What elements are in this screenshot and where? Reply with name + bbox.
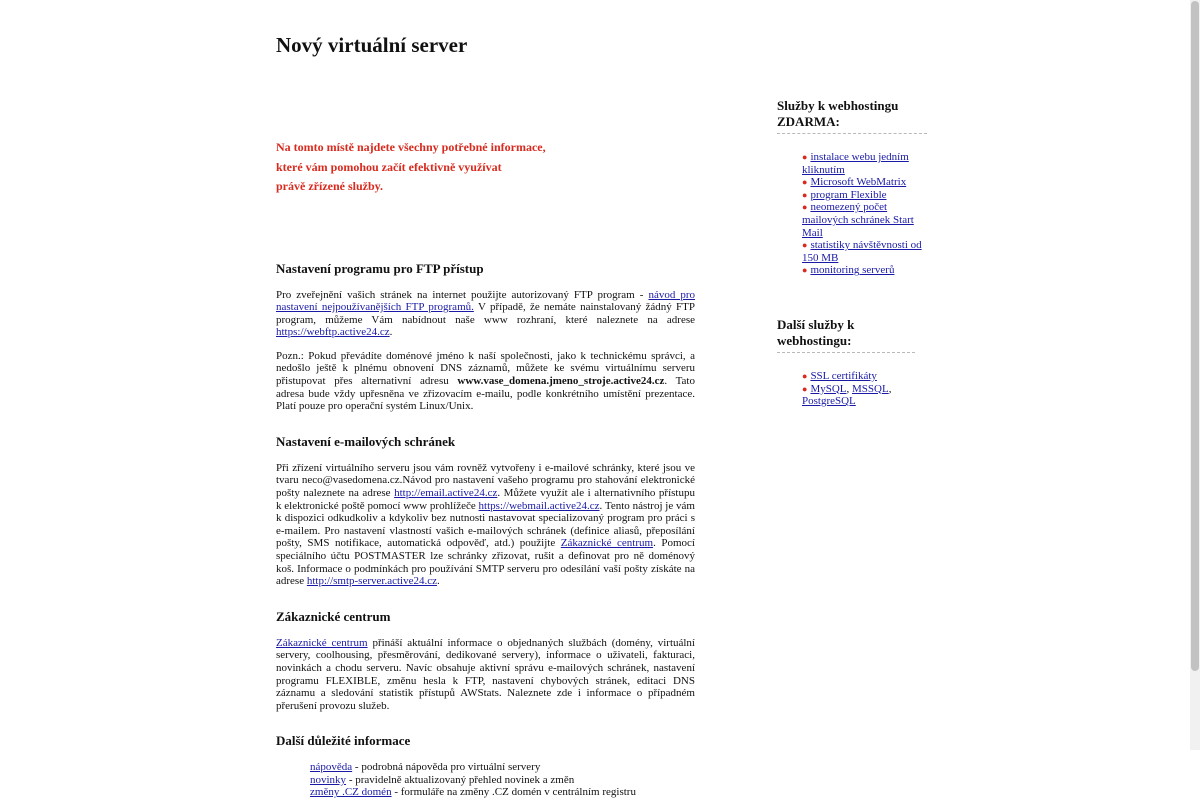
ssl-certificates-link[interactable]: SSL certifikáty <box>810 370 877 382</box>
ftp-note-text-2: . Tato adresa bude vždy upřesněna ve zřizovacím e-mailu, podle konkrétního umístění prezentace. Platí pouze pro operační systém Linux/Unix. <box>276 375 695 413</box>
free-services-heading: Služby k webhostingu ZDARMA: <box>777 98 899 129</box>
mysql-link[interactable]: MySQL <box>810 382 847 395</box>
intro-message <box>276 138 695 197</box>
customer-center-link-2[interactable]: Zákaznické centrum <box>276 636 368 649</box>
list-item <box>310 761 695 773</box>
smtp-server-link[interactable]: http://smtp-server.active24.cz <box>306 575 437 588</box>
list-item <box>802 189 927 202</box>
ftp-note-text-1: Pozn.: Pokud převádíte doménové jméno k naší společnosti, jako k technickému správci, a nedošlo ještě k plnému obnovení DNS záznamů, můžete ke svému virtuálnímu serveru přistupovat přes alternativní adresu <box>276 349 695 388</box>
email-text-2: . Můžete využít ale i alternativního přístupu k elektronické poště pomocí www prohlížeče <box>276 487 695 512</box>
customer-center-text: přináší aktuální informace o objednaných službách (domény, virtuální servery, coolhousing, přesměrování, dedikované servery), informace o uživateli, fakturaci, novinkách a chodu serveru. Navíc obsahuje aktivní správu e-mailových schránek, nastavení programu FLEXIBLE, změnu hesla k FTP, nastavení chybových stránek, editaci DNS záznamu a sledování statistik přístupů AWStats. Naleznete zde i informace o případném přerušení provozu služeb. <box>276 636 695 712</box>
cz-domain-changes-link[interactable]: změny .CZ domén <box>310 786 392 799</box>
list-item <box>310 786 695 798</box>
email-text-4: . Pomocí speciálního účtu POSTMASTER lze schránky zřizovat, rušit a definovat pro ně doménový koš. Informace o podmínkách pro používání SMTP serveru pro odesílání vaší pošty získáte na adrese <box>276 537 695 588</box>
mssql-link[interactable]: MSSQL <box>852 382 889 395</box>
page-title: Nový virtuální server <box>276 33 468 57</box>
webmail-link[interactable]: https://webmail.active24.cz <box>478 499 600 512</box>
one-click-install-link[interactable]: instalace webu jedním kliknutím <box>802 151 909 176</box>
email-text-3: . Tento nástroj je vám k dispozici odkudkoliv a kdykoliv bez nutnosti nastavovat specializovaný program pro práci s e-mailem. Pro nastavení vlastností vašich e-mailových schránek (definice aliasů, přeposílání pošty, SMS notifikace, automatická odpověď, atd.) použijte <box>276 499 695 550</box>
customer-center-paragraph <box>276 637 695 713</box>
cz-domain-changes-description: - formuláře na změny .CZ domén v centrálním registru <box>391 786 636 799</box>
server-monitoring-link[interactable]: monitoring serverů <box>810 264 895 277</box>
bullet-icon: ● <box>802 189 808 200</box>
separator: , <box>846 382 852 395</box>
list-item <box>802 383 927 408</box>
webmatrix-link[interactable]: Microsoft WebMatrix <box>810 176 907 189</box>
customer-center-heading: Zákaznické centrum <box>276 608 391 624</box>
ftp-note-paragraph <box>276 350 695 413</box>
free-services-list <box>802 151 927 277</box>
ftp-text-1: Pro zveřejnění vašich stránek na internet použijte autorizovaný FTP program - <box>276 288 649 301</box>
bullet-icon: ● <box>802 240 808 251</box>
bullet-icon: ● <box>802 383 808 394</box>
intro-line-3: právě zřízené služby. <box>276 179 383 193</box>
list-item <box>310 774 695 786</box>
separator: , <box>888 382 892 395</box>
bullet-icon: ● <box>802 152 808 162</box>
ftp-paragraph <box>276 289 695 339</box>
bullet-icon: ● <box>802 202 808 213</box>
postgresql-link[interactable]: PostgreSQL <box>802 395 856 408</box>
sidebar-more-services <box>777 317 927 408</box>
help-description: - podrobná nápověda pro virtuální servery <box>352 761 541 774</box>
divider <box>777 133 927 134</box>
main-content <box>276 30 695 799</box>
list-item <box>802 264 927 277</box>
list-item <box>802 201 927 239</box>
list-item <box>802 370 927 383</box>
customer-center-link[interactable]: Zákaznické centrum <box>560 537 654 550</box>
sidebar-free-services <box>777 98 927 277</box>
intro-line-2: které vám pomohou začít efektivně využívat <box>276 159 502 174</box>
webftp-link[interactable]: https://webftp.active24.cz <box>276 326 390 339</box>
list-item <box>802 176 927 189</box>
ftp-heading: Nastavení programu pro FTP přístup <box>276 260 484 276</box>
start-mail-link[interactable]: neomezený počet mailových schránek Start Mail <box>802 201 914 239</box>
more-services-heading: Další služby k webhostingu: <box>777 317 855 348</box>
news-description: - pravidelně aktualizovaný přehled novinek a změn <box>346 773 575 786</box>
other-info-heading: Další důležité informace <box>276 733 411 749</box>
bullet-icon: ● <box>802 371 808 381</box>
list-item <box>802 239 927 264</box>
bullet-icon: ● <box>802 265 808 276</box>
scrollbar-thumb[interactable] <box>1191 1 1199 671</box>
other-info-list <box>310 761 695 798</box>
divider <box>777 352 915 353</box>
intro-line-1: Na tomto místě najdete všechny potřebné informace, <box>276 140 546 154</box>
ftp-text-2: V případě, že nemáte nainstalovaný žádný FTP program, můžeme Vám nabídnout naše www rozhraní, které naleznete na adrese <box>276 301 695 326</box>
email-text-1: Při zřízení virtuálního serveru jsou vám rovněž vytvořeny i e-mailové schránky, které jsou ve tvaru neco@vasedomena.cz.Návod pro nastavení vašeho programu pro stahování elektronické pošty naleznete na adrese <box>276 461 695 500</box>
statistics-link[interactable]: statistiky návštěvnosti od 150 MB <box>802 239 922 264</box>
email-help-link[interactable]: http://email.active24.cz <box>394 487 498 500</box>
news-link[interactable]: novinky <box>310 773 347 786</box>
ftp-guide-link[interactable]: návod pro nastavení nejpoužívanějších FTP programů. <box>276 288 695 314</box>
list-item <box>802 151 927 176</box>
vertical-scrollbar[interactable] <box>1190 0 1200 750</box>
ftp-text-3: . <box>389 326 393 339</box>
email-text-5: . <box>436 575 440 588</box>
flexible-link[interactable]: program Flexible <box>810 188 887 201</box>
more-services-list <box>802 370 927 408</box>
email-paragraph <box>276 462 695 588</box>
bullet-icon: ● <box>802 177 808 188</box>
email-heading: Nastavení e-mailových schránek <box>276 433 456 449</box>
help-link[interactable]: nápověda <box>310 761 353 774</box>
alternative-address: www.vase_domena.jmeno_stroje.active24.cz <box>457 375 665 388</box>
